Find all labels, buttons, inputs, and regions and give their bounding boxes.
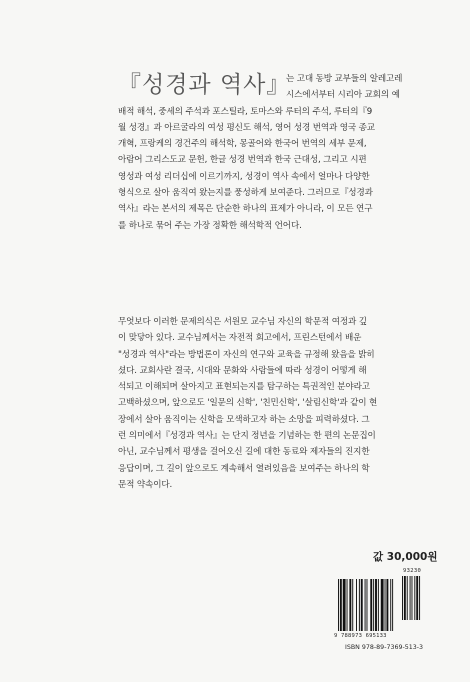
paragraph-1 (118, 71, 420, 234)
barcode-addon-bar (412, 576, 413, 620)
barcode-bar (352, 579, 353, 631)
barcode-bar (375, 579, 377, 631)
text-line: 형식으로 살아 움직여 왔는지를 풍성하게 보여준다. 그러므로『성경과 (118, 188, 373, 199)
barcode-bar (373, 579, 374, 631)
text-line: 고백하셨으며, 앞으로도 '일문의 신학', '친민신학', '살림신학'과 같이 현 (118, 398, 378, 409)
barcode-addon-bar (419, 576, 420, 620)
text-line: 무엇보다 이러한 문제의식은 서원모 교수님 자신의 학문적 여정과 깊 (118, 317, 367, 327)
barcode-bar (378, 579, 379, 631)
text-line: 역사』라는 본서의 제목은 단순한 하나의 표제가 아니라, 이 모든 연구 (118, 204, 373, 215)
barcode-bar (392, 579, 393, 631)
barcode-addon-bar (410, 576, 411, 620)
text-line: 문적 약속이다. (118, 479, 173, 490)
barcode-bar (381, 579, 384, 631)
text-line: 시스에서부터 시리아 교회의 예 (286, 90, 400, 101)
text-line: "성경과 역사"라는 방법론이 자신의 연구와 교육을 규정해 왔음을 밝히 (118, 349, 375, 360)
barcode-bar (390, 579, 391, 631)
isbn-label: ISBN 978-89-7369-513-3 (345, 644, 424, 651)
barcode-bar (370, 579, 372, 631)
text-line: 셨다. 교회사란 결국, 시대와 문화와 사람들에 따라 성경이 어떻게 해 (118, 365, 367, 376)
barcode-addon-bar (404, 576, 406, 620)
barcode-bar (365, 579, 366, 631)
barcode-bar (386, 579, 388, 631)
text-line: 아람어 그리스도교 문헌, 한글 성경 번역과 한국 근대성, 그리고 시편 (118, 155, 367, 166)
text-line: 런 의미에서『성경과 역사』는 단지 정년을 기념하는 한 편의 논문집이 (118, 431, 376, 442)
paragraph-2 (118, 314, 420, 493)
barcode-bar (340, 579, 342, 631)
price-label: 값 30,000원 (373, 551, 438, 563)
book-title: 『성경과 역사』 (118, 72, 291, 98)
text-line: 응답이며, 그 길이 앞으로도 계속해서 열려있음을 보여주는 하나의 학 (118, 463, 370, 474)
barcode-bars (334, 567, 426, 633)
barcode-bar (343, 579, 346, 631)
barcode-bar (356, 579, 357, 631)
barcode-addon-number: 93230 (403, 568, 422, 574)
barcode-bar (347, 579, 348, 631)
barcode-addon-bar (407, 576, 408, 620)
barcode-bar (359, 579, 360, 631)
barcode-bar (361, 579, 363, 631)
text-line: 는 고대 동방 교부들의 알레고레 (286, 74, 403, 84)
text-line: 배적 해석, 중세의 주석과 포스틸라, 토마스와 루터의 주석, 루터의『9 (118, 106, 373, 117)
text-line: 영성과 여성 리더십에 이르기까지, 성경이 역사 속에서 얼마나 다양한 (118, 171, 370, 182)
text-line: 이 맞닿아 있다. 교수님께서는 자전적 회고에서, 프린스턴에서 배운 (118, 333, 362, 344)
text-line: 장에서 살아 움직이는 신학을 모색하고자 하는 소망을 피력하셨다. 그 (118, 414, 370, 425)
barcode-bar (338, 579, 339, 631)
barcode-bar (367, 579, 368, 631)
barcode-addon-bar (402, 576, 403, 620)
barcode-main-number: 9 788973 695133 (334, 633, 387, 639)
barcode-bar (349, 579, 351, 631)
barcode-addon-bar (416, 576, 418, 620)
text-line: 아닌, 교수님께서 평생을 걸어오신 길에 대한 동료와 제자들의 진지한 (118, 447, 370, 458)
barcode-addon-bar (414, 576, 415, 620)
text-line: 월 성경』과 아르굴라의 여성 평신도 해석, 영어 성경 번역과 영국 종교 (118, 122, 375, 133)
text-line: 를 하나로 묶어 주는 가장 정확한 해석학적 언어다. (118, 220, 302, 231)
text-line: 개혁, 프랑케의 경건주의 해석학, 몽골어와 한국어 번역의 세부 문제, (118, 139, 367, 150)
text-line: 석되고 이해되며 살아지고 표현되는지를 탐구하는 특권적인 분야라고 (118, 382, 370, 393)
barcode-bar (385, 579, 386, 631)
